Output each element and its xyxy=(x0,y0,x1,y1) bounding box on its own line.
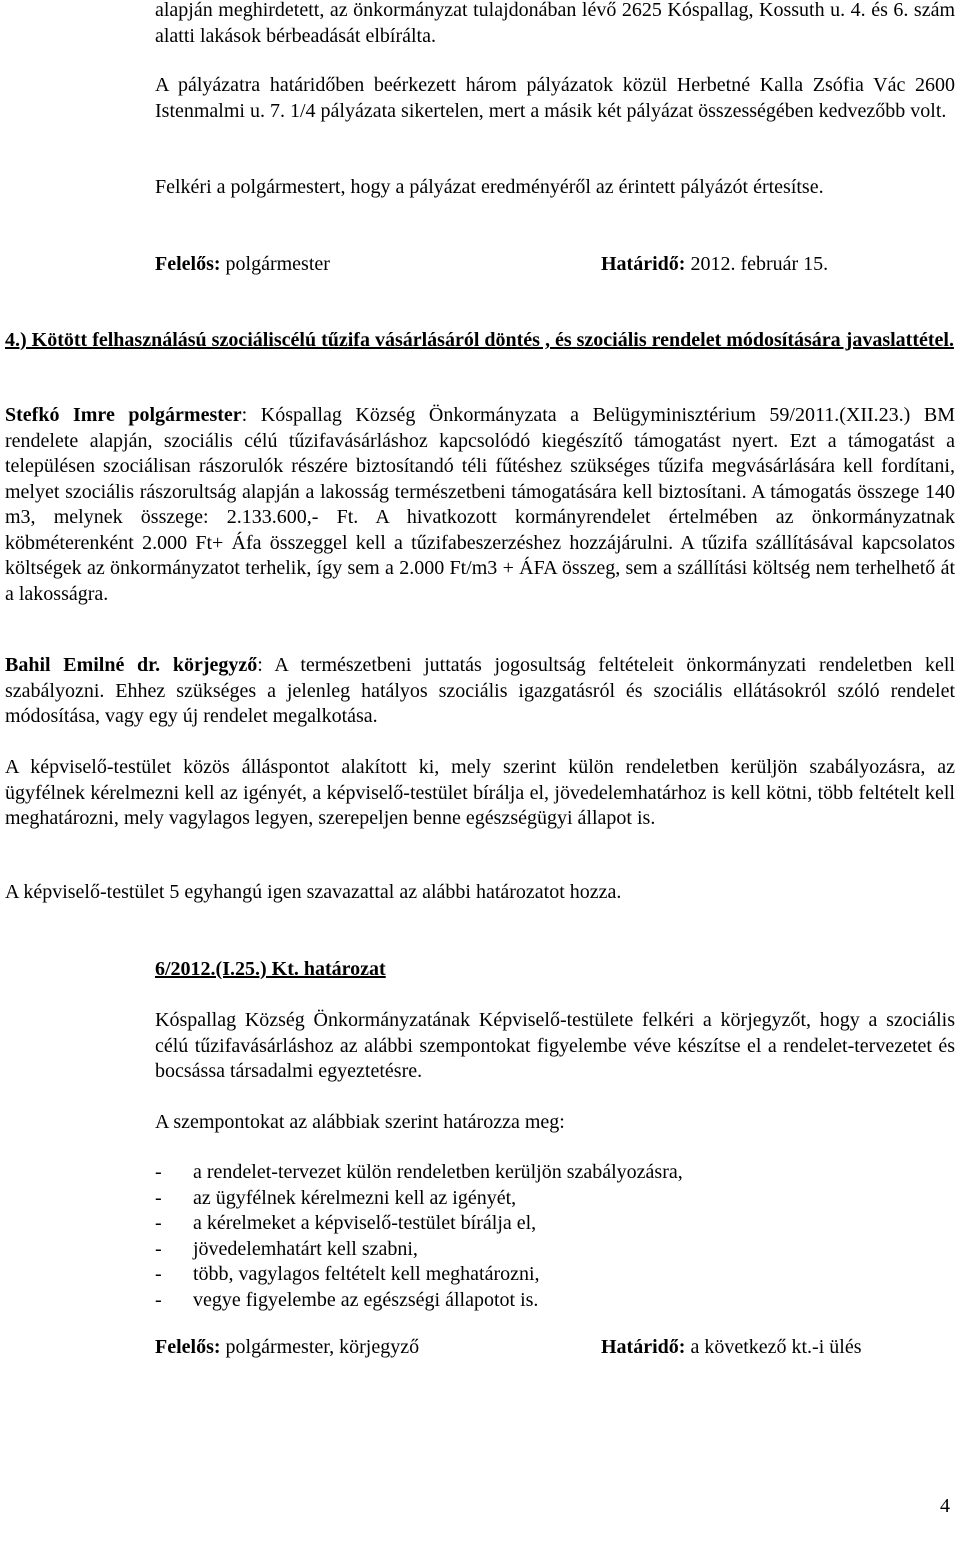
deadline-group xyxy=(601,252,828,278)
criteria-intro: A szempontokat az alábbiak szerint határozza meg: xyxy=(155,1111,565,1133)
list-item xyxy=(155,1288,955,1314)
speaker-text-mayor: : Kóspallag Község Önkormányzata a Belügyminisztérium 59/2011.(XII.23.) BM rendelete alapján, szociális célú tűzifavásárláshoz kapcsolódó kiegészítő támogatást nyert. Ezt a támogatást a településen szociálisan rászorulók részére biztosítandó téli fűtéshez szükséges tűzifa megvásárlására kell fordítani, melyet szociális rászorultság alapján a lakosság természetbeni támogatására kell biztosítani. A támogatás összege 140 m3, melynek összege: 2.133.600,- Ft. A hivatkozott kormányrendelet értelmében az önkormányzatnak köbméterenként 2.000 Ft+ Áfa összeggel kell a tűzifabeszerzéshez hozzájárulni. A tűzifa szállításával kapcsolatos költségek az önkormányzatot terhelik, így sem a 2.000 Ft/m3 + ÁFA összeg, sem a szállítási költség nem terhelhető át a lakosságra. xyxy=(5,404,955,605)
responsible-line-2 xyxy=(155,1335,862,1361)
list-item-text: jövedelemhatárt kell szabni, xyxy=(193,1237,418,1260)
responsible-value: polgármester, körjegyző xyxy=(220,1336,420,1358)
responsible-value: polgármester xyxy=(220,253,330,275)
list-item xyxy=(155,1211,955,1237)
list-dash: - xyxy=(155,1237,162,1260)
list-item xyxy=(155,1237,955,1263)
deadline-label: Határidő: xyxy=(601,1336,686,1358)
list-item-text: vegye figyelembe az egészségi állapotot is. xyxy=(193,1288,539,1311)
resolution-title: 6/2012.(I.25.) Kt. határozat xyxy=(155,958,386,980)
page-number: 4 xyxy=(940,1495,950,1517)
speaker-name-mayor: Stefkó Imre polgármester xyxy=(5,404,242,426)
agenda-title-part-1: 4.) Kötött felhasználású szociáliscélú tűzifa vásárlásáról döntés , és xyxy=(5,329,572,351)
responsible-label: Felelős: xyxy=(155,1336,221,1358)
deadline-value: 2012. február 15. xyxy=(685,253,829,275)
intro-paragraph-1: alapján meghirdetett, az önkormányzat tulajdonában lévő 2625 Kóspallag, Kossuth u. 4. és 6. szám alatti lakások bérbeadását elbírálta. xyxy=(155,0,955,47)
deadline-group xyxy=(601,1335,862,1361)
list-item xyxy=(155,1160,955,1186)
deadline-value: a következő kt.-i ülés xyxy=(685,1336,862,1358)
list-item-text: a kérelmeket a képviselő-testület bírálja el, xyxy=(193,1212,537,1234)
resolution-text: Kóspallag Község Önkormányzatának Képviselő-testülete felkéri a körjegyzőt, hogy a szociális célú tűzifavásárláshoz az alábbi szempontokat figyelembe véve készítse el a rendelet-tervezetet és bocsássa társadalmi egyeztetésre. xyxy=(155,1009,955,1082)
list-dash: - xyxy=(155,1161,162,1183)
agenda-title-part-2: szociális rendelet módosítására javaslattétel. xyxy=(576,329,954,351)
list-dash: - xyxy=(155,1263,162,1285)
list-item-text: az ügyfélnek kérelmezni kell az igényét, xyxy=(193,1186,517,1209)
speaker-paragraph-mayor xyxy=(5,403,955,607)
criteria-list xyxy=(155,1160,955,1313)
responsible-label: Felelős: xyxy=(155,253,221,275)
list-dash: - xyxy=(155,1186,162,1209)
deadline-label: Határidő: xyxy=(601,253,686,275)
speaker-text-notary: : A természetbeni juttatás jogosultság feltételeit önkormányzati rendeletben kell szabályozni. Ehhez szükséges a jelenleg hatályos szociális igazgatásról és szociális ellátásokról szóló rendelet módosítása, vagy egy új rendelet megalkotása. xyxy=(5,654,955,727)
agenda-item-title xyxy=(5,328,955,354)
responsible-line-1 xyxy=(155,252,829,278)
list-item-text: több, vagylagos feltételt kell meghatározni, xyxy=(193,1263,540,1285)
speaker-paragraph-notary xyxy=(5,653,955,730)
list-item-text: a rendelet-tervezet külön rendeletben kerüljön szabályozásra, xyxy=(193,1161,683,1183)
vote-paragraph: A képviselő-testület 5 egyhangú igen szavazattal az alábbi határozatot hozza. xyxy=(5,881,622,903)
intro-paragraph-2: A pályázatra határidőben beérkezett három pályázatok közül Herbetné Kalla Zsófia Vác 2600 Istenmalmi u. 7. 1/4 pályázata sikertelen, mert a másik két pályázat összességében kedvezőbb volt. xyxy=(155,74,955,122)
list-item xyxy=(155,1186,955,1212)
list-item xyxy=(155,1262,955,1288)
list-dash: - xyxy=(155,1212,162,1234)
speaker-name-notary: Bahil Emilné dr. körjegyző xyxy=(5,654,258,676)
list-dash: - xyxy=(155,1288,162,1311)
board-position-paragraph: A képviselő-testület közös álláspontot alakított ki, mely szerint külön rendeletben kerüljön szabályozásra, az ügyfélnek kérelmezni kell az igényét, a képviselő-testület bírálja el, jövedelemhatárhoz is kell kötni, több feltételt kell meghatározni, mely vagylagos legyen, szerepeljen benne egészségügyi állapot is. xyxy=(5,756,955,829)
intro-paragraph-3: Felkéri a polgármestert, hogy a pályázat eredményéről az érintett pályázót értesítse. xyxy=(155,176,824,198)
